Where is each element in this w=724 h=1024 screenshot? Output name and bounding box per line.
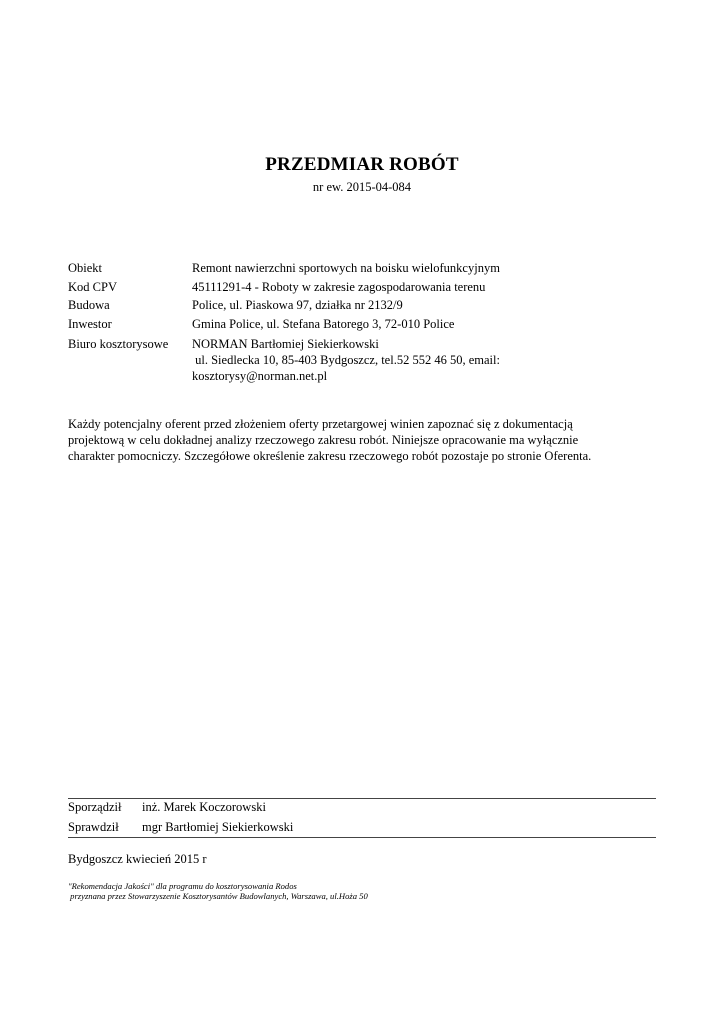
place-date: Bydgoszcz kwiecień 2015 r	[68, 852, 207, 866]
info-row-budowa	[68, 296, 658, 315]
info-label-biuro: Biuro kosztorysowe	[68, 337, 169, 351]
info-row-obiekt	[68, 259, 658, 278]
info-label-inwestor: Inwestor	[68, 316, 112, 331]
info-label-budowa: Budowa	[68, 298, 110, 312]
info-value-biuro	[192, 336, 658, 384]
info-label-kod-cpv: Kod CPV	[68, 279, 117, 294]
disclaimer-line: charakter pomocniczy. Szczegółowe określenie zakresu rzeczowego robót pozostaje po stronie Oferenta.	[68, 449, 592, 463]
info-label-obiekt: Obiekt	[68, 261, 103, 275]
biuro-line: NORMAN Bartłomiej Siekierkowski	[192, 337, 379, 351]
signature-checked	[68, 820, 656, 835]
biuro-line: ul. Siedlecka 10, 85-403 Bydgoszcz, tel.52 552 46 50, email:	[192, 353, 500, 367]
info-value-obiekt: Remont nawierzchni sportowych na boisku wielofunkcyjnym	[192, 261, 500, 275]
prepared-name: inż. Marek Koczorowski	[142, 800, 266, 814]
biuro-line: kosztorysy@norman.net.pl	[192, 369, 328, 383]
info-row-kod-cpv	[68, 278, 658, 297]
signature-prepared	[68, 800, 656, 815]
info-row-biuro	[68, 336, 658, 384]
footnote-line: przyznana przez Stowarzyszenie Kosztorysantów Budowlanych, Warszawa, ul.Hoża 50	[68, 891, 368, 901]
disclaimer-paragraph	[68, 416, 658, 464]
footnote	[68, 881, 368, 901]
info-value-inwestor: Gmina Police, ul. Stefana Batorego 3, 72-010 Police	[192, 316, 455, 331]
info-value-kod-cpv: 45111291-4 - Roboty w zakresie zagospodarowania terenu	[192, 279, 486, 294]
record-number: nr ew. 2015-04-084	[312, 180, 412, 194]
checked-name: mgr Bartłomiej Siekierkowski	[142, 820, 294, 834]
disclaimer-line: projektową w celu dokładnej analizy rzeczowego zakresu robót. Niniejsze opracowanie ma wyłącznie	[68, 433, 579, 447]
signature-divider-bottom	[68, 837, 656, 838]
disclaimer-line: Każdy potencjalny oferent przed złożeniem oferty przetargowej winien zapoznać się z dokumentacją	[68, 417, 573, 431]
prepared-label: Sporządził	[68, 800, 122, 814]
checked-label: Sprawdził	[68, 820, 119, 834]
project-info	[68, 259, 658, 384]
document-title: PRZEDMIAR ROBÓT	[265, 154, 459, 175]
info-row-inwestor	[68, 315, 658, 334]
signature-divider-top	[68, 798, 656, 799]
info-value-budowa: Police, ul. Piaskowa 97, działka nr 2132/9	[192, 298, 403, 312]
footnote-line: "Rekomendacja Jakości" dla programu do kosztorysowania Rodos	[68, 881, 297, 891]
